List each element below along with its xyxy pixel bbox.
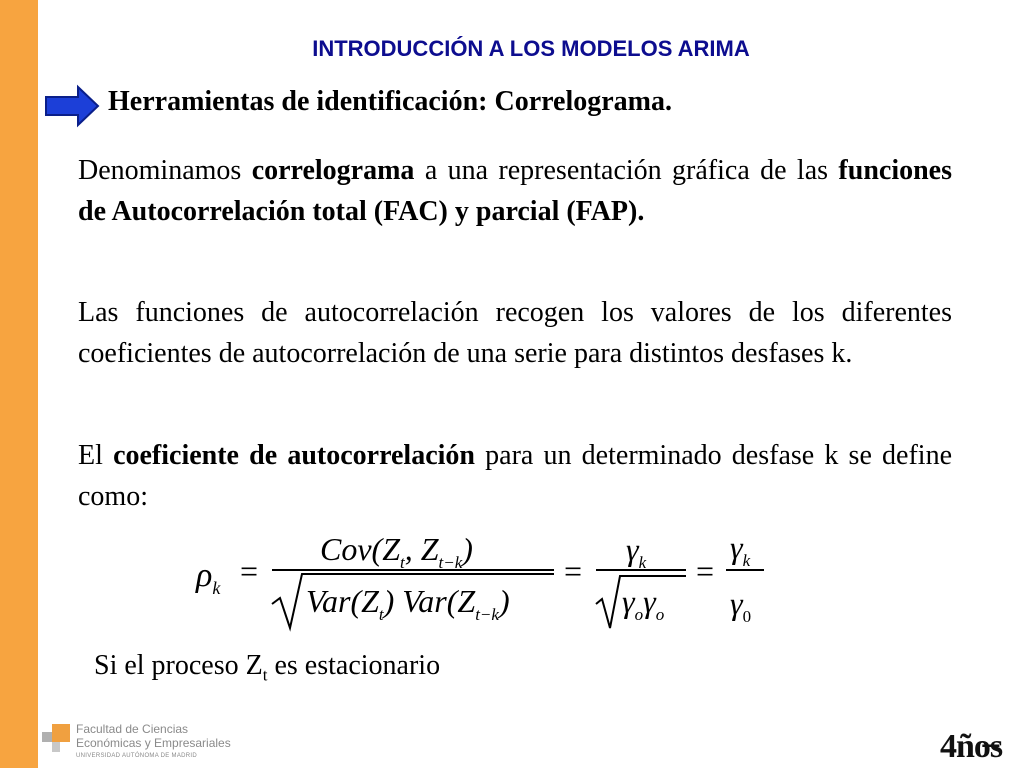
- svg-text:=: =: [696, 553, 715, 589]
- paragraph-coefficient-definition: El coeficiente de autocorrelación para un determinado desfase k se define como:: [78, 440, 952, 512]
- paragraph-correlograma: Denominamos correlograma a una representación gráfica de las funciones de Autocorrelación total (FAC) y parcial (FAP).: [78, 155, 952, 227]
- paragraph-autocorrelation-functions: Las funciones de autocorrelación recogen los valores de los diferentes coeficientes de autocorrelación de una serie para distintos desfases k.: [78, 297, 952, 369]
- autocorrelation-formula: [190, 518, 790, 638]
- svg-text:=: =: [240, 553, 259, 589]
- stationary-note: Si el proceso $Z_t$ es estacionario: [94, 650, 441, 685]
- section-heading: Herramientas de identificación: Correlograma.: [108, 86, 673, 117]
- svg-text:=: =: [564, 553, 583, 589]
- svg-text:γk: $\gamma_k$: [626, 531, 647, 572]
- anniversary-mark: 4ño̶s: [940, 728, 1003, 765]
- logo-text-line1: Facultad de Ciencias: [76, 722, 189, 736]
- svg-text:γk: $\gamma_k$: [730, 529, 751, 570]
- svg-text:Cov(Zt, Zt−k): $Cov(Z_t$, $Z_{t-k}$): [320, 531, 473, 572]
- sidebar-stripe: [0, 0, 38, 768]
- svg-text:γoγo: $\gamma_o\gamma_o$: [622, 583, 665, 624]
- logo-text-line3: UNIVERSIDAD AUTÓNOMA DE MADRID: [76, 753, 198, 759]
- arrow-right-icon: [44, 84, 100, 128]
- svg-text:ρk: $\rho_k$: [196, 557, 221, 598]
- slide-title: INTRODUCCIÓN A LOS MODELOS ARIMA: [312, 36, 750, 61]
- svg-text:γ0: $\gamma_0$: [730, 585, 752, 626]
- faculty-logo-icon: [42, 724, 70, 752]
- logo-text-line2: Económicas y Empresariales: [76, 736, 231, 750]
- faculty-logo: [42, 720, 262, 766]
- svg-text:Var(Zt) Var(Zt−k): $Var(Z_t)$ $Var(Z_{t-k})$: [306, 583, 510, 624]
